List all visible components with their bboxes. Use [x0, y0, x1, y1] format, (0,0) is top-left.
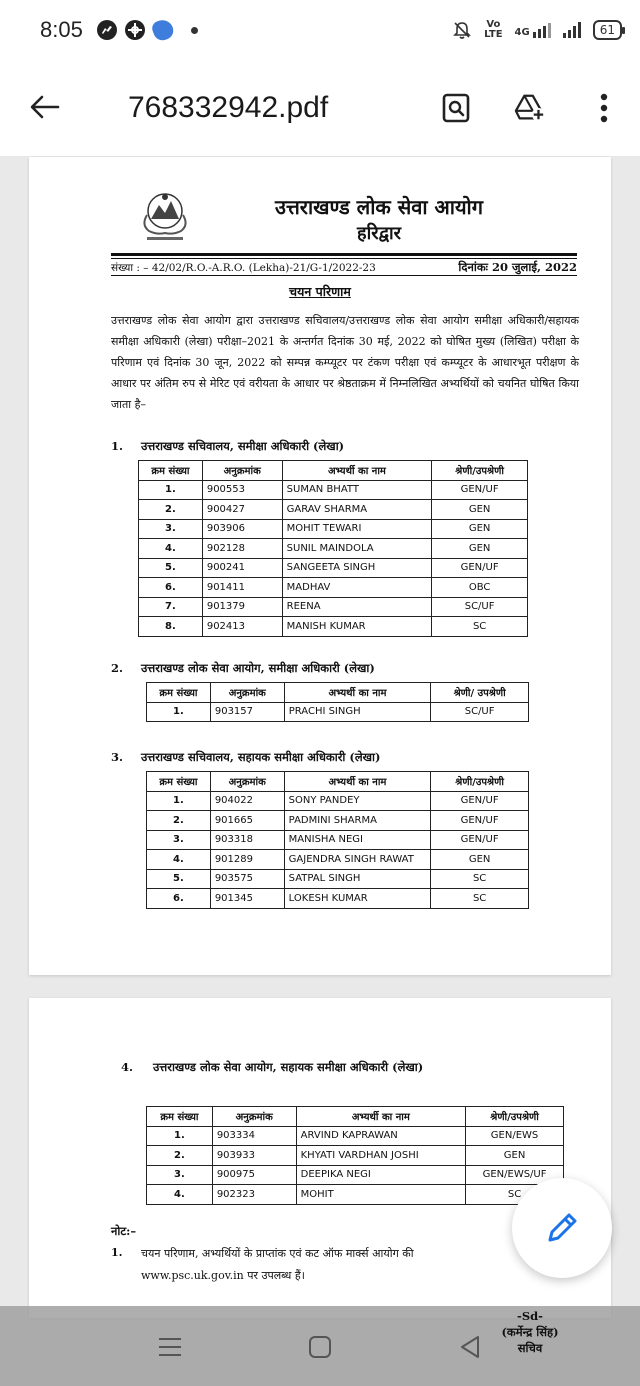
table-row [147, 889, 529, 909]
serial-cell: 1. [139, 480, 203, 500]
candidate-name-cell: ARVIND KAPRAWAN [296, 1126, 465, 1146]
candidate-name-cell: GARAV SHARMA [282, 500, 432, 520]
table-row [139, 617, 528, 637]
candidate-name-cell: KHYATI VARDHAN JOSHI [296, 1146, 465, 1166]
serial-cell: 4. [147, 1185, 213, 1205]
signature-sd: -Sd- [517, 1309, 543, 1323]
candidate-name-cell: GAJENDRA SINGH RAWAT [284, 850, 431, 870]
category-cell: GEN/UF [431, 791, 529, 811]
home-icon [308, 1335, 332, 1359]
candidate-name-cell: LOKESH KUMAR [284, 889, 431, 909]
more-options-button[interactable] [588, 92, 620, 124]
search-in-file-button[interactable] [440, 92, 472, 124]
signal-icon-2 [563, 22, 581, 38]
section-3-number: 3. [111, 750, 124, 764]
section-3-title: उत्तराखण्ड सचिवालय, सहायक समीक्षा अधिकारी (लेखा) [141, 750, 381, 764]
pencil-icon [544, 1210, 580, 1246]
serial-cell: 3. [147, 1165, 213, 1185]
column-header: अभ्यर्थी का नाम [284, 772, 431, 792]
section-2-title: उत्तराखण्ड लोक सेवा आयोग, समीक्षा अधिकारी (लेखा) [141, 661, 375, 675]
table-header-row [147, 1107, 564, 1127]
candidate-name-cell: MANISH KUMAR [282, 617, 432, 637]
category-cell: GEN/UF [432, 480, 528, 500]
category-cell: GEN [431, 850, 529, 870]
category-cell: GEN [432, 519, 528, 539]
roll-number-cell: 903933 [212, 1146, 296, 1166]
candidate-name-cell: SATPAL SINGH [284, 869, 431, 889]
serial-cell: 5. [147, 869, 211, 889]
category-cell: GEN/UF [432, 558, 528, 578]
home-button[interactable] [303, 1330, 337, 1364]
column-header: क्रम संख्या [147, 683, 211, 703]
section-4-rows [147, 1126, 564, 1204]
serial-cell: 4. [147, 850, 211, 870]
category-cell: SC [431, 889, 529, 909]
serial-cell: 3. [139, 519, 203, 539]
game-icon [125, 20, 145, 40]
section-4-table [146, 1106, 564, 1205]
roll-number-cell: 902413 [202, 617, 282, 637]
column-header: क्रम संख्या [147, 772, 211, 792]
column-header: श्रेणी/उपश्रेणी [431, 772, 529, 792]
network-type: 4G [514, 27, 530, 38]
battery-icon: 61 [593, 20, 622, 40]
edit-fab-button[interactable] [512, 1178, 612, 1278]
recent-apps-button[interactable] [153, 1330, 187, 1364]
serial-cell: 4. [139, 539, 203, 559]
table-row [147, 702, 529, 722]
org-city: हरिद्वार [357, 223, 401, 244]
reference-number: संख्या : – 42/02/R.O.-A.R.O. (Lekha)-21/G-1/2022-23 [111, 262, 376, 274]
table-header-row [147, 772, 529, 792]
note-line-2: www.psc.uk.gov.in पर उपलब्ध हैं। [141, 1269, 305, 1282]
roll-number-cell: 903157 [210, 702, 284, 722]
section-2-table [146, 682, 529, 722]
table-row [139, 597, 528, 617]
drive-add-icon [514, 93, 546, 123]
candidate-name-cell: MOHIT TEWARI [282, 519, 432, 539]
status-bar [0, 0, 640, 60]
table-row [139, 500, 528, 520]
serial-cell: 2. [139, 500, 203, 520]
roll-number-cell: 902323 [212, 1185, 296, 1205]
section-3-table [146, 771, 529, 909]
table-row [147, 1165, 564, 1185]
app-notification-icon [150, 17, 176, 43]
result-title: चयन परिणाम [289, 284, 351, 299]
table-row [139, 578, 528, 598]
category-cell: SC [432, 617, 528, 637]
roll-number-cell: 900427 [202, 500, 282, 520]
candidate-name-cell: SUMAN BHATT [282, 480, 432, 500]
serial-cell: 3. [147, 830, 211, 850]
roll-number-cell: 901665 [210, 811, 284, 831]
candidate-name-cell: REENA [282, 597, 432, 617]
serial-cell: 6. [139, 578, 203, 598]
back-button[interactable] [30, 88, 70, 128]
table-row [139, 539, 528, 559]
candidate-name-cell: MOHIT [296, 1185, 465, 1205]
section-2-rows [147, 702, 529, 722]
category-cell: SC [466, 1185, 564, 1205]
serial-cell: 8. [139, 617, 203, 637]
serial-cell: 2. [147, 1146, 213, 1166]
section-1-table [138, 460, 528, 637]
note-line-1: चयन परिणाम, अभ्यर्थियों के प्राप्तांक एवं कट ऑफ मार्क्स आयोग की [141, 1247, 414, 1260]
note-number: 1. [111, 1246, 123, 1259]
intro-paragraph: उत्तराखण्ड लोक सेवा आयोग द्वारा उत्तराखण्ड सचिवालय/उत्तराखण्ड लोक सेवा आयोग समीक्षा अधिकारी/सहायक समीक्षा अधिकारी (लेखा) परीक्षा–2021 के अन्तर्गत दिनांक 30 मई, 2022 को घोषित मुख्य (लिखित) परीक्षा के परिणाम एवं दिनांक 30 जून, 2022 को सम्पन्न कम्प्यूटर पर टंकण परीक्षा एवं कम्प्यूटर के आधारभूत परीक्षण के आधार पर अंतिम रुप से मेरिट एवं वरीयता के आधार पर श्रेष्ठताक्रम में निम्नलिखित अभ्यर्थियों को चयनित घोषित किया जाता है– [111, 314, 579, 411]
roll-number-cell: 903318 [210, 830, 284, 850]
category-cell: GEN [432, 500, 528, 520]
roll-number-cell: 903906 [202, 519, 282, 539]
table-row [147, 1126, 564, 1146]
section-3-rows [147, 791, 529, 908]
signature-block [470, 1308, 590, 1356]
column-header: अभ्यर्थी का नाम [284, 683, 431, 703]
roll-number-cell: 903334 [212, 1126, 296, 1146]
column-header: क्रम संख्या [147, 1107, 213, 1127]
header-rule-thin [111, 258, 577, 259]
section-4-title: उत्तराखण्ड लोक सेवा आयोग, सहायक समीक्षा अधिकारी (लेखा) [153, 1060, 424, 1074]
column-header: श्रेणी/उपश्रेणी [432, 461, 528, 481]
candidate-name-cell: PADMINI SHARMA [284, 811, 431, 831]
roll-number-cell: 900241 [202, 558, 282, 578]
table-row [139, 558, 528, 578]
app-bar [0, 60, 640, 156]
column-header: अनुक्रमांक [210, 772, 284, 792]
signal-icon-1 [533, 22, 551, 38]
table-row [139, 480, 528, 500]
serial-cell: 1. [147, 791, 211, 811]
candidate-name-cell: MANISHA NEGI [284, 830, 431, 850]
category-cell: SC/UF [431, 702, 529, 722]
category-cell: GEN [466, 1146, 564, 1166]
column-header: अनुक्रमांक [210, 683, 284, 703]
roll-number-cell: 900975 [212, 1165, 296, 1185]
commission-emblem-icon [133, 185, 197, 249]
candidate-name-cell: DEEPIKA NEGI [296, 1165, 465, 1185]
note-heading: नोट:– [111, 1224, 137, 1238]
serial-cell: 1. [147, 1126, 213, 1146]
section-1-number: 1. [111, 439, 124, 453]
serial-cell: 7. [139, 597, 203, 617]
roll-number-cell: 901379 [202, 597, 282, 617]
table-row [147, 830, 529, 850]
section-1-rows [139, 480, 528, 636]
roll-number-cell: 901411 [202, 578, 282, 598]
signature-designation: सचिव [517, 1341, 543, 1355]
file-title: 768332942.pdf [128, 91, 329, 124]
column-header: श्रेणी/उपश्रेणी [466, 1107, 564, 1127]
candidate-name-cell: PRACHI SINGH [284, 702, 431, 722]
arrow-left-icon [30, 95, 60, 119]
table-row [147, 1146, 564, 1166]
roll-number-cell: 901345 [210, 889, 284, 909]
roll-number-cell: 903575 [210, 869, 284, 889]
serial-cell: 5. [139, 558, 203, 578]
table-row [147, 791, 529, 811]
mute-icon [452, 20, 472, 40]
category-cell: OBC [432, 578, 528, 598]
column-header: अनुक्रमांक [212, 1107, 296, 1127]
pdf-page-1 [29, 157, 611, 975]
candidate-name-cell: SUNIL MAINDOLA [282, 539, 432, 559]
category-cell: SC [431, 869, 529, 889]
roll-number-cell: 904022 [210, 791, 284, 811]
column-header: अभ्यर्थी का नाम [282, 461, 432, 481]
org-name: उत्तराखण्ड लोक सेवा आयोग [275, 195, 483, 219]
more-notifications-icon [191, 27, 198, 34]
column-header: श्रेणी/ उपश्रेणी [431, 683, 529, 703]
candidate-name-cell: SONY PANDEY [284, 791, 431, 811]
signature-name: (कर्मेन्द्र सिंह) [501, 1325, 559, 1339]
document-search-icon [442, 93, 470, 123]
candidate-name-cell: MADHAV [282, 578, 432, 598]
table-row [147, 811, 529, 831]
serial-cell: 2. [147, 811, 211, 831]
category-cell: SC/UF [432, 597, 528, 617]
recents-icon [157, 1334, 183, 1360]
table-row [147, 869, 529, 889]
pdf-page-2 [29, 998, 611, 1318]
category-cell: GEN [432, 539, 528, 559]
category-cell: GEN/EWS [466, 1126, 564, 1146]
letter-date: दिनांकः 20 जुलाई, 2022 [458, 260, 577, 274]
kebab-menu-icon [600, 93, 608, 123]
messenger-icon [97, 20, 117, 40]
table-row [147, 850, 529, 870]
column-header: क्रम संख्या [139, 461, 203, 481]
category-cell: GEN/UF [431, 811, 529, 831]
section-4-number: 4. [121, 1060, 134, 1074]
add-to-drive-button[interactable] [514, 92, 546, 124]
category-cell: GEN/UF [431, 830, 529, 850]
section-1-title: उत्तराखण्ड सचिवालय, समीक्षा अधिकारी (लेखा) [141, 439, 345, 453]
category-cell: GEN/EWS/UF [466, 1165, 564, 1185]
header-rule [111, 253, 577, 256]
table-row [139, 519, 528, 539]
roll-number-cell: 900553 [202, 480, 282, 500]
serial-cell: 6. [147, 889, 211, 909]
section-2-number: 2. [111, 661, 124, 675]
reference-rule [111, 275, 577, 276]
volte-icon: Vo LTE [484, 19, 503, 40]
column-header: अनुक्रमांक [202, 461, 282, 481]
serial-cell: 1. [147, 702, 211, 722]
roll-number-cell: 902128 [202, 539, 282, 559]
table-header-row [147, 683, 529, 703]
table-header-row [139, 461, 528, 481]
column-header: अभ्यर्थी का नाम [296, 1107, 465, 1127]
roll-number-cell: 901289 [210, 850, 284, 870]
table-row [147, 1185, 564, 1205]
status-time: 8:05 [40, 17, 83, 42]
candidate-name-cell: SANGEETA SINGH [282, 558, 432, 578]
